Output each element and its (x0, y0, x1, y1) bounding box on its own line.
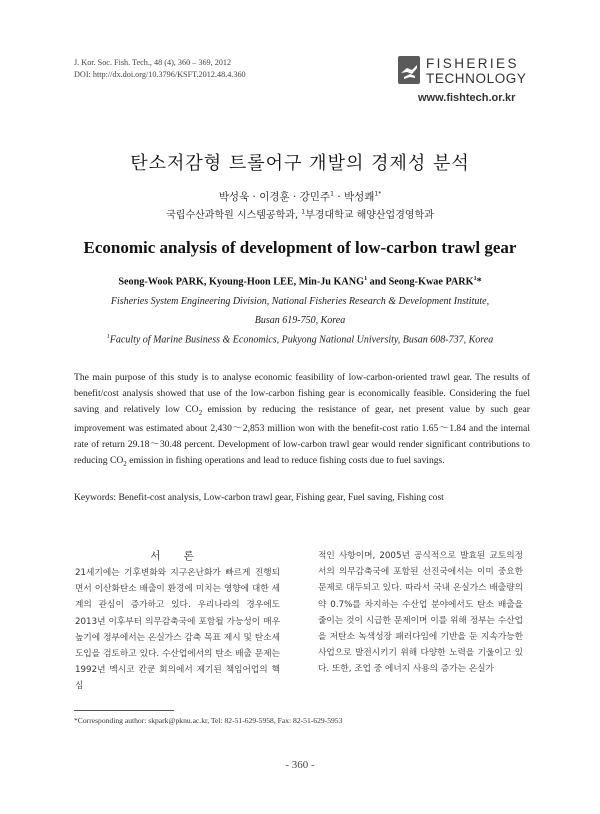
abstract-sub-1: 2 (198, 408, 203, 417)
abstract-part-3: emission in fishing operations and lead to reduce fishing costs due to fuel savings. (126, 454, 445, 466)
footnote-corresponding-author: *Corresponding author: skpark@pknu.ac.kr, Tel: 82-51-629-5958, Fax: 82-51-629-5953 (74, 716, 343, 725)
authors-english-sup2: 1 (473, 276, 477, 282)
authors-english-a: Seong-Wook PARK, Kyoung-Hoon LEE, Min-Ju KANG (118, 276, 365, 288)
journal-doi: DOI: http://dx.doi.org/10.3796/KSFT.2012.48.4.360 (74, 70, 246, 79)
affiliation-english-3 (0, 334, 600, 345)
affiliation-english-2: Busan 619-750, Korea (254, 315, 346, 326)
affiliation-korean (0, 206, 600, 221)
affiliation-korean-sup: 1 (301, 208, 306, 216)
abstract-part-2: emission by reducing the resistance of gear, net present value by such gear improvement was estimated about 2,430～2,853 million won with the benefit-cost ratio 1.65～1.84 and the internal rate of return 29.18～30.48 percent. Development of low-carbon trawl gear would render significant contributions to reducing CO (74, 403, 530, 466)
body-column-right: 적인 사항이며, 2005년 공식적으로 발효된 교토의정서의 의무감축국에 포함된 선진국에서는 이미 중요한 문제로 대두되고 있다. 따라서 국내 온실가스 배출량의 약 0.7%를 차지하는 수산업 분야에서도 탄소 배출을 줄이는 것이 시급한 문제이며 이를 위해 정부는 수산업을 저탄소 녹색성장 패러다임에 기반을 둔 지속가능한 사업으로 발전시키기 위해 다양한 노력을 기울이고 있다. 또한, 조업 중 에너지 사용의 증가는 온실가 (318, 551, 523, 675)
abstract (74, 370, 530, 473)
journal-citation: J. Kor. Soc. Fish. Tech., 48 (4), 360 – 369, 2012 (74, 58, 232, 67)
authors-korean-last: · 박성쾌 (333, 191, 375, 203)
footnote-divider (74, 710, 174, 711)
title-korean: 탄소저감형 트롤어구 개발의 경제성 분석 (130, 153, 470, 174)
affiliation-english-3-text: Faculty of Marine Business & Economics, Pukyong National University, Busan 608-737, Korea (109, 334, 494, 346)
title-english: Economic analysis of development of low-carbon trawl gear (83, 238, 517, 257)
authors-korean (0, 189, 600, 204)
authors-english-sup1: 1 (364, 276, 368, 282)
authors-english-b: and Seong-Kwae PARK (367, 276, 474, 288)
journal-header (74, 57, 246, 81)
affiliation-korean-2: 부경대학교 해양산업경영학과 (305, 210, 434, 221)
authors-korean-main: 박성욱 · 이경훈 · 강민주 (218, 191, 331, 203)
affiliation-english-1: Fisheries System Engineering Division, National Fisheries Research & Development Institute, (110, 296, 490, 307)
logo-text-line1: FISHERIES (426, 56, 519, 71)
authors-english (0, 276, 600, 287)
abstract-part-1: The main purpose of this study is to analyse economic feasibility of low-carbon-oriented trawl gear. The results of benefit/cost analysis showed that use of the low-carbon fishing gear is economically feasible. Considering the fuel saving and relatively low CO (74, 372, 530, 415)
fish-logo-icon (398, 56, 420, 84)
logo-text-line2: TECHNOLOGY (426, 71, 527, 86)
section-heading-introduction: 서 론 (150, 550, 204, 562)
journal-logo (398, 56, 538, 108)
affiliation-english-3-sup: 1 (106, 334, 110, 340)
affiliation-korean-1: 국립수산과학원 시스템공학과, (166, 210, 302, 221)
journal-url[interactable]: www.fishtech.or.kr (418, 92, 516, 104)
keywords: Keywords: Benefit-cost analysis, Low-carbon trawl gear, Fishing gear, Fuel saving, Fishing cost (74, 492, 444, 503)
authors-english-c: * (476, 276, 482, 288)
page-number: - 360 - (285, 759, 315, 771)
authors-korean-sup: 1 (330, 190, 334, 198)
body-column-left: 21세기에는 기후변화와 지구온난화가 빠르게 진행되면서 이산화탄소 배출이 환경에 미치는 영향에 대한 세계의 관심이 증가하고 있다. 우리나라의 경우에도 2013년 이후부터 의무감축국에 포함될 가능성이 매우 높기에 정부에서는 온실가스 감축 목표 제시 및 탄소세 도입을 검토하고 있다. 수산업에서의 탄소 배출 문제는 1992년 멕시코 칸쿤 회의에서 제기된 책임어업의 핵심 (75, 568, 280, 692)
abstract-sub-2: 2 (123, 459, 127, 468)
authors-korean-sup2: 1* (374, 190, 382, 198)
